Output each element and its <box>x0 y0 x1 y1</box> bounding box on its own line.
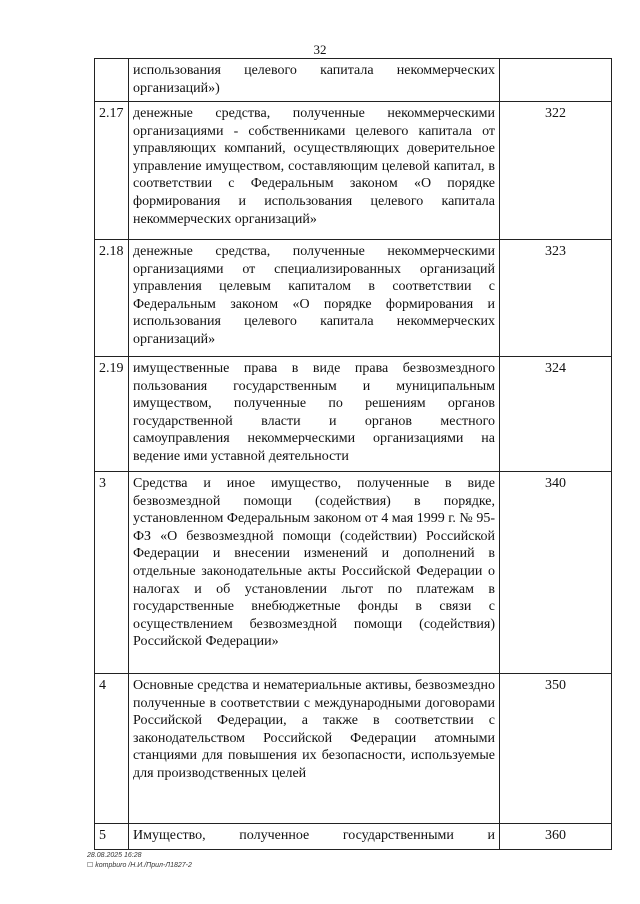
row-description: имущественные права в виде права безвозмездного пользования государственным и муниципальным имуществом, полученные по решениям органов государственной власти и органов местного самоуправления некоммерческими организациями на ведение ими уставной деятельности <box>129 357 500 472</box>
table-row <box>95 357 612 472</box>
table-row <box>95 59 612 102</box>
page-number: 32 <box>313 42 327 57</box>
row-code: 340 <box>500 472 612 674</box>
table-row <box>95 102 612 240</box>
row-code: 323 <box>500 240 612 357</box>
footer-doc-ref: ☐ kompburo /Н.И./Прил-Л1827-2 <box>87 862 192 869</box>
row-code: 324 <box>500 357 612 472</box>
row-description: денежные средства, полученные некоммерческими организациями - собственниками целевого капитала от управляющих компаний, осуществляющих доверительное управление имуществом, составляющим целевой капитал, в соответствии с Федеральным законом «О порядке формирования и использования целевого капитала некоммерческих организаций» <box>129 102 500 240</box>
table-row <box>95 674 612 824</box>
footer-timestamp: 28.08.2025 16:28 <box>87 852 142 859</box>
row-number: 3 <box>95 472 129 674</box>
row-code: 350 <box>500 674 612 824</box>
row-code: 322 <box>500 102 612 240</box>
row-number: 5 <box>95 824 129 850</box>
row-number: 2.17 <box>95 102 129 240</box>
row-description: использования целевого капитала некоммерческих организаций») <box>129 59 500 102</box>
row-number: 2.19 <box>95 357 129 472</box>
row-description: Основные средства и нематериальные активы, безвозмездно полученные в соответствии с международными договорами Российской Федерации, а также в соответствии с законодательством Российской Федерации атомными станциями для повышения их безопасности, используемые для производственных целей <box>129 674 500 824</box>
row-number <box>95 59 129 102</box>
codes-table <box>94 58 612 850</box>
row-number: 4 <box>95 674 129 824</box>
row-description: Средства и иное имущество, полученные в виде безвозмездной помощи (содействия) в порядке, установленном Федеральным законом от 4 мая 1999 г. № 95-ФЗ «О безвозмездной помощи (содействии) Российской Федерации и внесении изменений и дополнений в отдельные законодательные акты Российской Федерации о налогах и об установлении льгот по платежам в государственные внебюджетные фонды в связи с осуществлением безвозмездной помощи (содействия) Российской Федерации» <box>129 472 500 674</box>
row-description: Имущество, полученное государственными и <box>129 824 500 850</box>
row-code <box>500 59 612 102</box>
row-description: денежные средства, полученные некоммерческими организациями от специализированных организаций управления целевым капиталом в соответствии с Федеральным законом «О порядке формирования и использования целевого капитала некоммерческих организаций» <box>129 240 500 357</box>
table-row <box>95 472 612 674</box>
row-code: 360 <box>500 824 612 850</box>
row-number: 2.18 <box>95 240 129 357</box>
table-row <box>95 240 612 357</box>
table-row <box>95 824 612 850</box>
